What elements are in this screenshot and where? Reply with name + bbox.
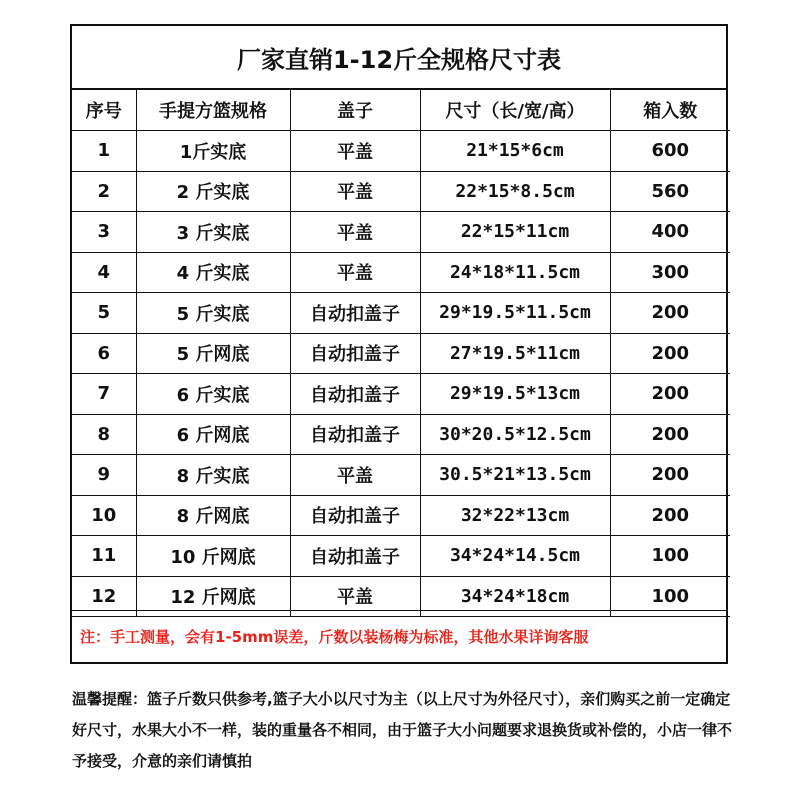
cell-size: 22*15*8.5cm bbox=[420, 171, 610, 212]
warm-reminder: 温馨提醒：篮子斤数只供参考,篮子大小以尺寸为主（以上尺寸为外径尺寸），亲们购买之前一定确定好尺寸，水果大小不一样，装的重量各不相同，由于篮子大小问题要求退换货或补偿的，小店一律不予接受，介意的亲们请慎拍 bbox=[72, 690, 733, 770]
cell-lid: 自动扣盖子 bbox=[290, 414, 420, 455]
cell-spec: 6 斤实底 bbox=[136, 374, 290, 415]
cell-qty: 300 bbox=[610, 252, 730, 293]
cell-lid: 自动扣盖子 bbox=[290, 293, 420, 334]
table-row bbox=[72, 131, 730, 172]
cell-size: 30*20.5*12.5cm bbox=[420, 414, 610, 455]
cell-lid: 平盖 bbox=[290, 131, 420, 172]
cell-index: 9 bbox=[72, 455, 136, 496]
cell-lid: 自动扣盖子 bbox=[290, 495, 420, 536]
cell-size: 32*22*13cm bbox=[420, 495, 610, 536]
cell-index: 10 bbox=[72, 495, 136, 536]
cell-size: 27*19.5*11cm bbox=[420, 333, 610, 374]
cell-lid: 平盖 bbox=[290, 576, 420, 617]
cell-spec: 2 斤实底 bbox=[136, 171, 290, 212]
cell-index: 4 bbox=[72, 252, 136, 293]
cell-index: 7 bbox=[72, 374, 136, 415]
cell-lid: 自动扣盖子 bbox=[290, 536, 420, 577]
header-qty: 箱入数 bbox=[610, 90, 730, 131]
table-row bbox=[72, 536, 730, 577]
cell-spec: 5 斤网底 bbox=[136, 333, 290, 374]
cell-qty: 400 bbox=[610, 212, 730, 253]
cell-lid: 平盖 bbox=[290, 212, 420, 253]
cell-qty: 560 bbox=[610, 171, 730, 212]
cell-index: 6 bbox=[72, 333, 136, 374]
cell-spec: 3 斤实底 bbox=[136, 212, 290, 253]
cell-qty: 100 bbox=[610, 536, 730, 577]
cell-index: 12 bbox=[72, 576, 136, 617]
cell-lid: 自动扣盖子 bbox=[290, 333, 420, 374]
cell-qty: 200 bbox=[610, 333, 730, 374]
measurement-note: 注：手工测量，会有1-5mm误差，斤数以装杨梅为标准，其他水果详询客服 bbox=[72, 610, 726, 662]
cell-qty: 200 bbox=[610, 293, 730, 334]
cell-qty: 200 bbox=[610, 455, 730, 496]
cell-spec: 8 斤实底 bbox=[136, 455, 290, 496]
cell-size: 30.5*21*13.5cm bbox=[420, 455, 610, 496]
cell-size: 21*15*6cm bbox=[420, 131, 610, 172]
cell-size: 29*19.5*11.5cm bbox=[420, 293, 610, 334]
size-table bbox=[72, 90, 730, 617]
cell-qty: 200 bbox=[610, 495, 730, 536]
cell-size: 34*24*14.5cm bbox=[420, 536, 610, 577]
cell-lid: 自动扣盖子 bbox=[290, 374, 420, 415]
cell-index: 1 bbox=[72, 131, 136, 172]
cell-spec: 12 斤网底 bbox=[136, 576, 290, 617]
table-row bbox=[72, 374, 730, 415]
cell-size: 34*24*18cm bbox=[420, 576, 610, 617]
cell-index: 8 bbox=[72, 414, 136, 455]
cell-lid: 平盖 bbox=[290, 171, 420, 212]
cell-index: 11 bbox=[72, 536, 136, 577]
table-row bbox=[72, 333, 730, 374]
cell-spec: 8 斤网底 bbox=[136, 495, 290, 536]
cell-spec: 6 斤网底 bbox=[136, 414, 290, 455]
header-lid: 盖子 bbox=[290, 90, 420, 131]
cell-qty: 200 bbox=[610, 374, 730, 415]
header-size: 尺寸（长/宽/高） bbox=[420, 90, 610, 131]
cell-size: 24*18*11.5cm bbox=[420, 252, 610, 293]
chart-title: 厂家直销1-12斤全规格尺寸表 bbox=[72, 26, 726, 90]
cell-lid: 平盖 bbox=[290, 455, 420, 496]
header-spec: 手提方篮规格 bbox=[136, 90, 290, 131]
cell-index: 2 bbox=[72, 171, 136, 212]
cell-size: 22*15*11cm bbox=[420, 212, 610, 253]
table-row bbox=[72, 414, 730, 455]
table-row bbox=[72, 252, 730, 293]
table-body bbox=[72, 131, 730, 617]
table-row bbox=[72, 171, 730, 212]
size-chart-frame bbox=[70, 24, 728, 664]
cell-spec: 5 斤实底 bbox=[136, 293, 290, 334]
table-row bbox=[72, 212, 730, 253]
cell-lid: 平盖 bbox=[290, 252, 420, 293]
table-row bbox=[72, 495, 730, 536]
cell-spec: 10 斤网底 bbox=[136, 536, 290, 577]
cell-spec: 1斤实底 bbox=[136, 131, 290, 172]
table-row bbox=[72, 455, 730, 496]
cell-spec: 4 斤实底 bbox=[136, 252, 290, 293]
cell-qty: 200 bbox=[610, 414, 730, 455]
table-row bbox=[72, 293, 730, 334]
cell-qty: 600 bbox=[610, 131, 730, 172]
table-header-row bbox=[72, 90, 730, 131]
cell-qty: 100 bbox=[610, 576, 730, 617]
header-index: 序号 bbox=[72, 90, 136, 131]
cell-index: 5 bbox=[72, 293, 136, 334]
cell-size: 29*19.5*13cm bbox=[420, 374, 610, 415]
cell-index: 3 bbox=[72, 212, 136, 253]
